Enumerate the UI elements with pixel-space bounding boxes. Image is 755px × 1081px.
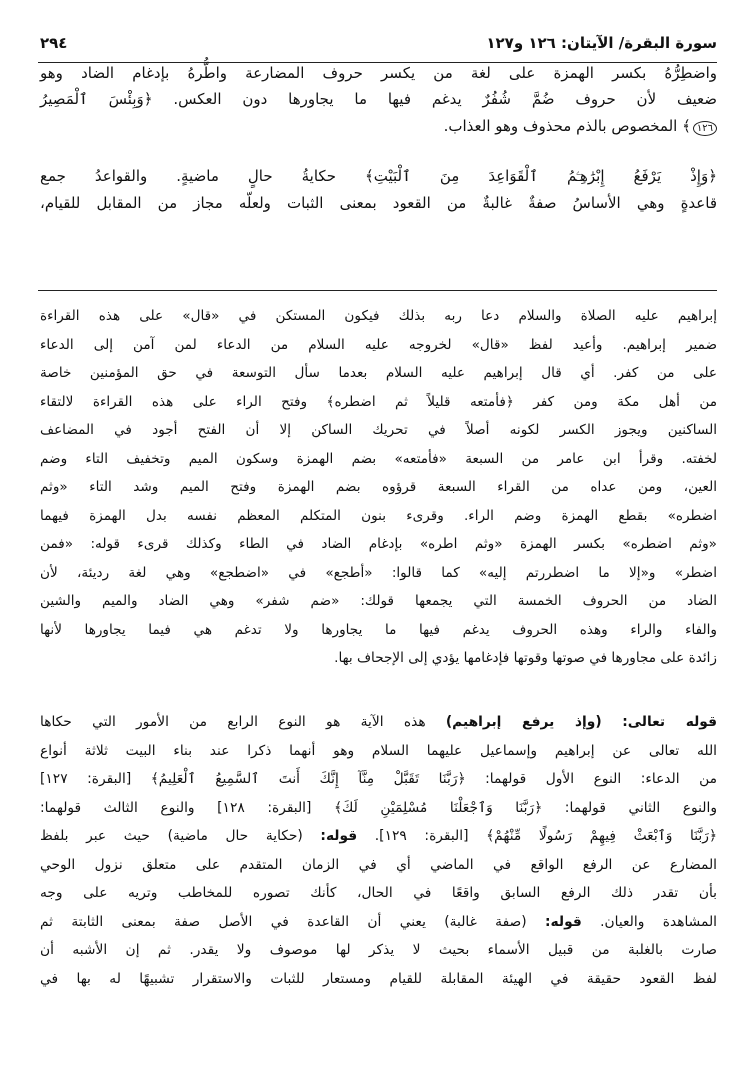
text-segment: بأن تقدر ذلك الرفع السابق واقعًا في الحال، كأنك تصوره للمخاطب وتريه على وجه [40,885,717,901]
footnote-line [40,593,717,609]
page-number: ٢٩٤ [40,34,68,52]
text-segment: ﴿وَإِذْ يَرْفَعُ إِبْرَٰهِـۧمُ ٱلْقَوَاعِدَ مِنَ ٱلْبَيْتِ﴾ حكايةُ حالٍ ماضيةٍ. والقواعدُ جمع [40,167,717,185]
text-segment: (حكاية حال ماضية) حيث عبر بلفظ [40,828,321,844]
text-segment: واضطِرُّهُ بكسر الهمزة على لغة من يكسر حروف المضارعة واطُّرهُ بإدغام الضاد وهو [40,64,717,82]
bold-label: قوله: [320,828,358,844]
text-segment: المشاهدة والعيان. [581,913,717,930]
text-segment: الضاد من الحروف الخمسة التي يجمعها قولك: «ضم شفر» وهي الضاد والميم والشين [40,593,717,609]
commentary-line [40,885,717,901]
commentary-line [40,714,717,730]
text-segment: زائدة على مجاورها في صوتها وقوتها فإدغامها يؤدي إلى الإجحاف بها. [334,650,717,666]
text-segment: على من كفر. أي قال إبراهيم عليه السلام بعدما سأل التوسعة في حق المؤمنين خاصة [40,365,717,381]
text-segment: والفاء والراء وهذه الحروف يدغم فيها ما يجاورها ولا تدغم هي فيما يجاورها لأنها [40,621,717,638]
text-segment: والنوع الثاني قولهما: ﴿رَبَّنَا وَٱجْعَلْنَا مُسْلِمَيْنِ لَكَ﴾ [البقرة: ١٢٨] والنوع الثالث قولهما: [40,799,717,816]
text-segment: لفظ القعود حقيقة في الهيئة المقابلة للقيام ومستعار للثبات والاستقرار تشبيهًا له بها في [40,970,717,987]
footnote-line [40,479,717,495]
text-segment: ضمير إبراهيم. وأعيد لفظ «قال» لخروجه عليه السلام من الدعاء لمن آمن إلى الدعاء [40,336,717,353]
footnote-line [40,308,717,324]
text-segment: «وثم اضطره» بكسر الهمزة «وثم اطره» بإدغام الضاد في الطاء وكذلك قرىء قوله: «فمن [40,536,717,552]
footnote-line [40,365,717,381]
commentary-line [40,771,717,787]
text-segment: من الدعاء: النوع الأول قولهما: ﴿رَبَّنَا تَقَبَّلْ مِنَّآ إِنَّكَ أَنتَ ٱلسَّمِيعُ ٱلْعَلِيمُ﴾ [البقرة: ١٢٧] [40,771,717,787]
text-segment: الله تعالى عن إبراهيم وإسماعيل عليهما السلام وهو أنهما ذكرا عند بناء البيت ثلاثة أنواع [40,742,717,759]
text-segment: هذه الآية هو النوع الرابع من الأمور التي حكاها [40,714,446,730]
main-line [40,117,717,136]
text-segment: (صفة غالبة) يعني أن القاعدة في الأصل صفة بمعنى الثابتة ثم [40,913,546,930]
footnote-line [40,451,717,467]
footnote-line [40,508,717,524]
text-segment: العين، ومن عداه من القراء السبعة قرؤوه بضم الهمزة وفتح الميم وشد التاء «وثم [40,479,717,495]
commentary-line [40,942,717,958]
footnote-line [40,650,717,666]
header-rule [38,62,717,63]
footnote-separator [38,290,717,291]
footnote-line [40,565,717,581]
text-segment: اضطر» و«إلا ما اضطررتم إليه» كما قالوا: «أطجع» في «اضطجع» وهي لغة رديئة، لأن [40,564,717,581]
ayah-number-marker: ١٢٦ [693,121,717,136]
commentary-line [40,828,717,844]
footnote-line [40,422,717,438]
bold-label: قوله تعالى: (وإذ يرفع إبراهيم) [445,714,717,730]
text-segment: ﴾ المخصوص بالذم محذوف وهو العذاب. [443,117,691,135]
running-title: سورة البقرة/ الآيتان: ١٢٦ و١٢٧ [486,34,717,52]
commentary-line [40,857,717,873]
text-segment: قاعدةٍ وهي الأساسُ صفةٌ غالبةٌ من القعود بمعنى الثبات ولعلّه مجاز من المقابل للقيام، [40,194,717,212]
commentary-line [40,800,717,816]
footnote-line [40,337,717,353]
text-segment: الساكنين ويجوز الكسر لكونه أصلاً في تحريك الساكن إلا أن الفتح أجود في المضاعف [40,422,717,438]
footnote-line [40,622,717,638]
text-segment: صارت بالغلبة من قبيل الأسماء بحيث لا يذكر لها موصوف ولا يقدر. ثم إن الأشبه أن [40,942,717,958]
commentary-line [40,743,717,759]
footnote-line [40,536,717,552]
bold-label: قوله: [545,913,582,930]
text-segment: ضعيف لأن حروف ضُمَّ شُفُرٌ يدغم فيها ما يجاورها دون العكس. ﴿وَبِئْسَ ٱلْمَصِيرُ [40,90,717,108]
commentary-line [40,971,717,987]
text-segment: اضطره» بقطع الهمزة وضم الراء. وقرىء بنون المتكلم المعظم نفسه بدل الهمزة فيهما [40,507,717,524]
main-line [40,64,717,82]
footnote-line [40,394,717,410]
main-line [40,167,717,185]
main-line [40,90,717,108]
text-segment: المضارع عن الرفع الواقع في الماضي أي في الزمان المتقدم على متعلق نزول الوحي [40,856,717,873]
text-segment: ﴿رَبَّنَا وَٱبْعَثْ فِيهِمْ رَسُولًا مِّنْهُمْ﴾ [البقرة: ١٢٩]. [357,828,717,844]
text-segment: إبراهيم عليه الصلاة والسلام دعا ربه بذلك فيكون المستكن في «قال» على هذه القراءة [40,308,717,324]
main-line [40,194,717,212]
text-segment: لخفته. وقرأ ابن عامر من السبعة «فأمتعه» بضم الهمزة وسكون الميم وتخفيف التاء وضم [40,450,717,467]
commentary-line [40,914,717,930]
text-segment: من أهل مكة ومن كفر ﴿فأمتعه قليلاً ثم اضطره﴾ وفتح الراء على هذه القراءة لالتقاء [40,393,717,410]
